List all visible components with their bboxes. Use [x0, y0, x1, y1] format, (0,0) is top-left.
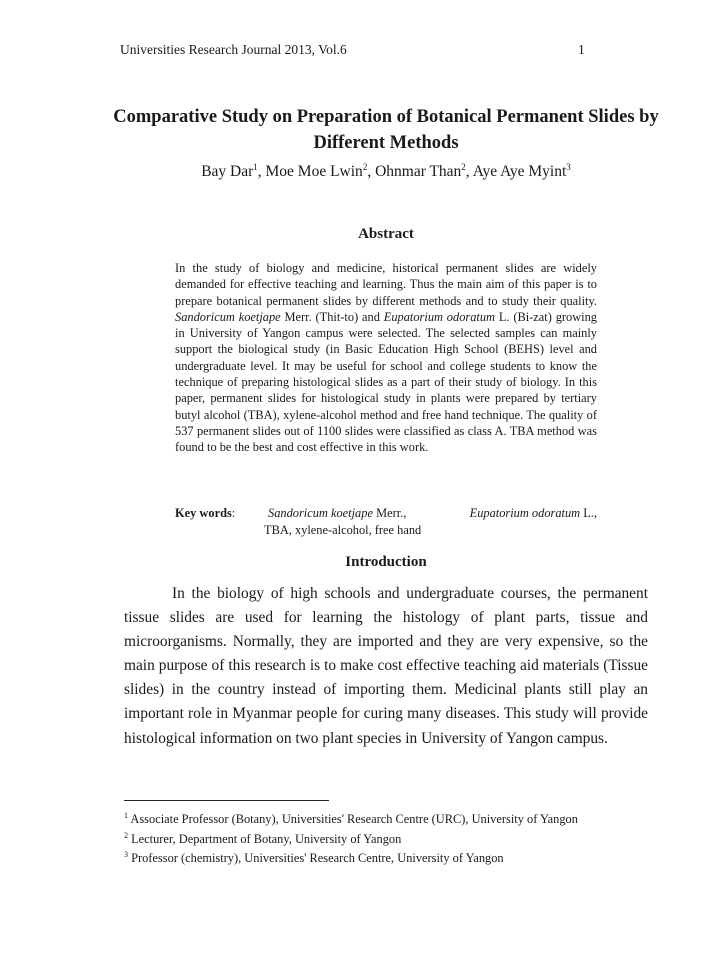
- affiliation-mark: 2: [362, 162, 368, 172]
- author-name: Ohnmar Than: [375, 163, 462, 181]
- introduction-heading: Introduction: [345, 554, 427, 570]
- author-name: Bay Dar: [201, 163, 254, 181]
- species-name: Eupatorium odoratum: [383, 309, 495, 324]
- keyword: Sandoricum koetjape: [268, 506, 373, 520]
- affiliation-mark: 3: [566, 162, 571, 172]
- keywords-block: Key words: Sandoricum koetjape Merr., Eupatorium odoratum L., TBA, xylene-alcohol, free hand: [175, 506, 597, 537]
- author-list: Bay Dar$^1$, Moe Moe Lwin$^2$, Ohnmar Than$^2$, Aye Aye Myint$^3$: [201, 162, 571, 181]
- affiliation-mark: 1: [253, 162, 258, 172]
- affiliation-mark: 2: [461, 162, 466, 172]
- abstract-heading: Abstract: [358, 226, 414, 242]
- abstract-paragraph: In the study of biology and medicine, historical permanent slides are widely demanded for effective teaching and learning. Thus the main aim of this paper is to prepare botanical permanent slides by different methods and to study their quality. Sandoricum koetjape Merr. (Thit-to) and Eupatorium odoratum L. (Bi-zat) growing in University of Yangon campus were selected. The selected samples can mainly support the biological study (in Basic Education High School (BEHS) level and undergraduate level. It may be useful for school and college students to know the technique of preparing histological slides as a part of their study of biology. In this paper, permanent slides for histological study in plants were prepared by tertiary butyl alcohol (TBA), xylene-alcohol method and free hand technique. The quality of 537 permanent slides out of 1100 slides were classified as class A. TBA method was found to be the best and cost effective in this work.: [175, 261, 597, 455]
- introduction-paragraph: In the biology of high schools and undergraduate courses, the permanent tissue slides are used for learning the histology of plant parts, tissue and microorganisms. Normally, they are imported and they are very expensive, so the main purpose of this research is to make cost effective teaching aid materials (Tissue slides) in the country instead of importing them. Medicinal plants still play an important role in Myanmar people for curing many diseases. This study will provide histological information on two plant species in University of Yangon campus.: [124, 585, 648, 747]
- footnotes: [124, 808, 614, 867]
- keyword: Eupatorium odoratum: [469, 506, 581, 520]
- species-name: Sandoricum koetjape: [175, 309, 281, 324]
- keyword-list-rest: TBA, xylene-alcohol, free hand: [264, 523, 422, 537]
- author-name: Moe Moe Lwin: [265, 163, 363, 181]
- footnote-item: $^3$ Professor (chemistry), Universities' Research Centre, University of Yangon: [124, 850, 504, 866]
- paper-title: Comparative Study on Preparation of Botanical Permanent Slides by Different Methods: [113, 107, 659, 153]
- abstract-body: [175, 260, 597, 456]
- running-header-journal: Universities Research Journal 2013, Vol.6: [120, 42, 347, 57]
- footnote-item: $^1$ Associate Professor (Botany), Universities' Research Centre (URC), University of Yangon: [124, 811, 578, 827]
- keywords-label: Key words:: [175, 506, 236, 520]
- page-number: 1: [578, 42, 585, 57]
- introduction-body: [124, 582, 648, 751]
- footnote-item: $^2$ Lecturer, Department of Botany, University of Yangon: [124, 830, 402, 846]
- author-name: Aye Aye Myint: [472, 163, 567, 181]
- footnote-divider: [124, 800, 329, 801]
